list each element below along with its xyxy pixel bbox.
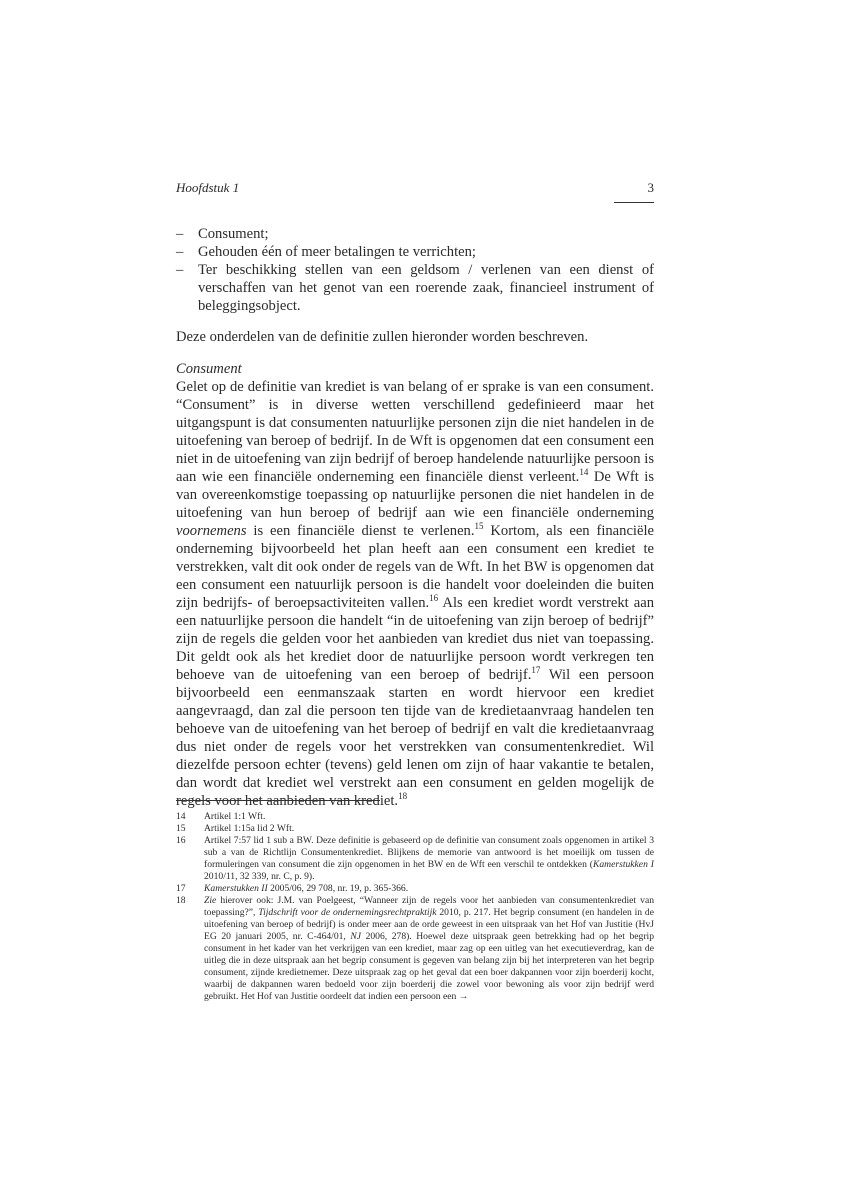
footnote-ref: 17 [531,665,541,676]
footnote-text: 2005/06, 29 708, nr. 19, p. 365-366. [267,883,409,894]
footnote-text: hierover ook: J.M. van Poelgeest, “Wanneer zijn de regels voor het aanbieden van consumentenkrediet van toepassing?”, [204,895,654,918]
footnote-text: Artikel 1:15a lid 2 Wft. [204,823,295,834]
body-paragraph [176,378,654,810]
footnote-text: Artikel 1:1 Wft. [204,811,266,822]
footnote-number: 14 [176,811,186,822]
paragraph-text: is een financiële dienst te verlenen. [246,523,475,539]
footnote-citation: NJ [350,931,362,942]
list-item: – Gehouden één of meer betalingen te verrichten; [176,243,654,261]
emphasis-text: voornemens [176,523,247,539]
footnote-ref: 18 [398,791,408,802]
main-text [176,225,654,810]
footnote-citation: Tijdschrift voor de ondernemingsrechtpraktijk [258,907,437,918]
footnote-citation: Zie [204,895,217,906]
footnote-text: 2006, 278). Hoewel deze uitspraak geen betrekking had op het begrip consument in het kader van het verkrijgen van een krediet, maar zag op een uitleg van het executieverdrag, kan de uitleg die in deze uitspraak aan het begrip consument is gegeven van belang zijn bij het interpreteren van het begrip consument, zijnde kredietnemer. Deze uitspraak zag op het geval dat een boer dakpannen voor zijn boerderij kocht, waarbij de dakpannen waren bedoeld voor zijn boerderij die zowel voor bewoning als voor zijn bedrijf werd gebruikt. Het Hof van Justitie oordeelt dat indien een persoon een → [204,931,654,1002]
footnote [176,883,654,895]
footnote-citation: Kamerstukken I [592,859,654,870]
paragraph-text: Wil een persoon bijvoorbeeld een eenmanszaak starten en wordt hiervoor een krediet aangevraagd, dan zal die persoon ten tijde van de kredietaanvraag handelen ten behoeve van de uitoefening van het beroep of bedrijf en valt die kredietaanvraag dus niet onder de regels voor het verstrekken van consumentenkrediet. Wil diezelfde persoon echter (tevens) geld lenen om zijn of haar vakantie te betalen, dan wordt dat krediet wel verstrekt aan een consument en gelden mogelijk de regels voor het aanbieden van krediet. [176,667,655,809]
section-heading: Consument [176,361,242,377]
page-number: 3 [614,180,654,203]
running-header [176,175,654,199]
footnote-text: 2010/11, 32 339, nr. C, p. 9). [204,871,315,882]
list-item: – Consument; [176,225,654,243]
footnote-text: 2010, p. 217. Het begrip consument (en handelen in de uitoefening van beroep of bedrijf) is onder meer aan de orde geweest in een uitspraak van het Hof van Justitie (HvJ EG 20 januari 2005, nr. C-464/01, [204,907,654,942]
footnotes [176,811,654,1003]
footnote [176,835,654,883]
footnote-number: 16 [176,835,186,846]
footnote-ref: 16 [429,593,439,604]
paragraph-text: Als een krediet wordt verstrekt aan een natuurlijke persoon die handelt “in de uitoefening van zijn beroep of bedrijf” zijn de regels die gelden voor het aanbieden van krediet dus niet van toepassing. Dit geldt ook als het krediet door de natuurlijke persoon wordt verkregen ten behoeve van de uitoefening van een beroep of bedrijf. [176,595,654,683]
footnote-ref: 15 [474,521,484,532]
intro-sentence: Deze onderdelen van de definitie zullen hieronder worden beschreven. [176,329,589,345]
footnote-number: 15 [176,823,186,834]
paragraph-text: De Wft is van overeenkomstige toepassing op natuurlijke personen die niet handelen in de uitoefening van hun beroep of bedrijf aan wie een financiële onderneming [176,469,654,521]
chapter-title: Hoofdstuk 1 [176,180,240,195]
footnote-number: 18 [176,895,186,906]
paragraph-text: Gelet op de definitie van krediet is van belang of er sprake is van een consument. “Consument” is in diverse wetten verschillend gedefinieerd maar het uitgangspunt is dat consumenten natuurlijke personen zijn die niet handelen in de uitoefening van beroep of bedrijf. In de Wft is opgenomen dat een consument een niet in de uitoefening van zijn bedrijf of beroep handelende natuurlijke persoon is aan wie een financiële onderneming een financiële dienst verleent. [176,379,654,485]
paragraph-text: Kortom, als een financiële onderneming bijvoorbeeld het plan heeft aan een consument een krediet te verstrekken, valt dit ook onder de regels van de Wft. In het BW is opgenomen dat een consument een natuurlijk persoon is die handelt voor doeleinden die buiten zijn bedrijfs- of beroepsactiviteiten vallen. [176,523,654,611]
footnote-ref: 14 [579,467,589,478]
footnote-citation: Kamerstukken II [204,883,268,894]
footnote [176,895,654,1003]
definition-list [176,225,654,315]
list-item: – Ter beschikking stellen van een geldsom / verlenen van een dienst of verschaffen van het genot van een roerende zaak, financieel instrument of beleggingsobject. [176,261,654,315]
footnote [176,823,654,835]
footnote [176,811,654,823]
footnote-divider [176,800,380,801]
footnote-number: 17 [176,883,186,894]
footnote-text: Artikel 7:57 lid 1 sub a BW. Deze definitie is gebaseerd op de definitie van consument zoals opgenomen in artikel 3 sub a van de Richtlijn Consumentenkrediet. Blijkens de memorie van antwoord is het moeilijk om tussen de formuleringen van consument die zijn opgenomen in het BW en de Wft een verschil te ontdekken ( [204,835,654,870]
